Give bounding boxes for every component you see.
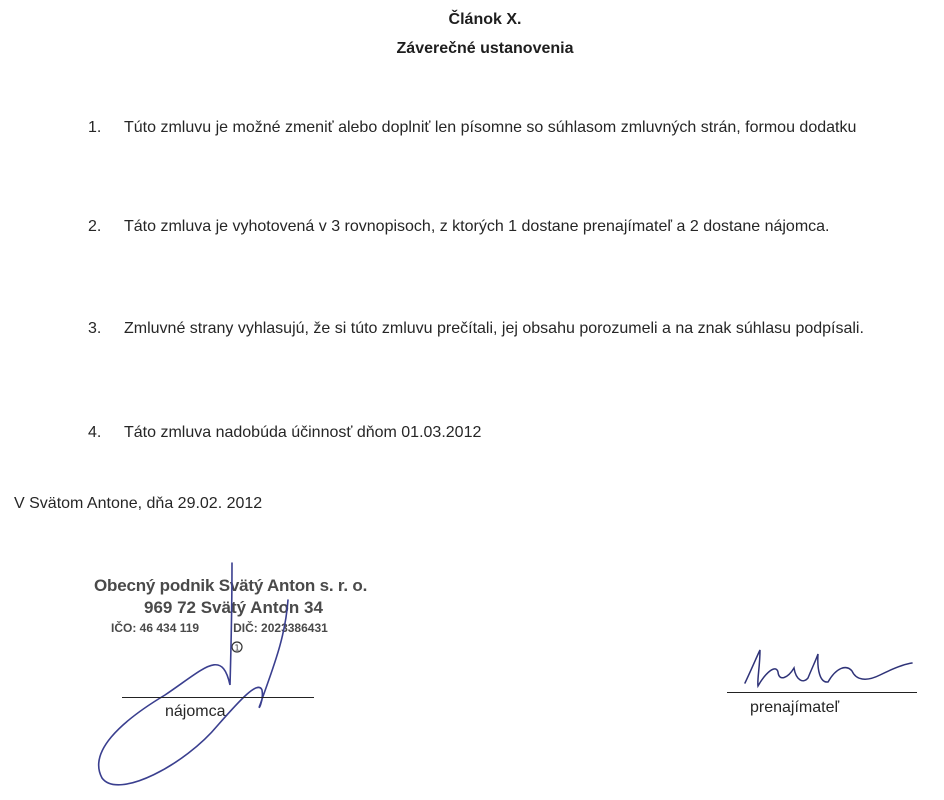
tenant-label: nájomca — [165, 703, 226, 720]
clause-text: Táto zmluva je vyhotovená v 3 rovnopisoch, z ktorých 1 dostane prenajímateľ a 2 dostane nájomca. — [124, 218, 830, 235]
clause-3 — [88, 315, 938, 342]
stamp-mark-icon — [232, 642, 242, 653]
landlord-signature-icon — [745, 650, 912, 686]
clause-number: 1. — [88, 119, 102, 136]
stamp-mark-number: 1 — [234, 643, 240, 653]
landlord-label: prenajímateľ — [750, 699, 840, 716]
company-stamp — [94, 576, 367, 635]
clause-number: 3. — [88, 320, 102, 337]
article-title: Záverečné ustanovenia — [396, 40, 574, 57]
place-and-date: V Svätom Antone, dňa 29.02. 2012 — [14, 495, 263, 512]
stamp-ids — [111, 621, 367, 635]
clause-text: Zmluvné strany vyhlasujú, že si túto zmluvu prečítali, jej obsahu porozumeli a na znak súhlasu podpísali. — [124, 320, 864, 337]
tenant-signature-line — [122, 697, 314, 698]
clause-number: 4. — [88, 424, 102, 441]
landlord-signature-line — [727, 692, 917, 693]
clause-4 — [88, 419, 938, 446]
article-number: Článok X. — [448, 11, 522, 28]
clause-text: Túto zmluvu je možné zmeniť alebo doplniť len písomne so súhlasom zmluvných strán, formou dodatku — [124, 119, 857, 136]
clause-text: Táto zmluva nadobúda účinnosť dňom 01.03.2012 — [124, 424, 482, 441]
clause-2 — [88, 213, 938, 240]
stamp-ico: IČO: 46 434 119 — [111, 621, 200, 635]
stamp-dic: DIČ: 2023386431 — [233, 621, 328, 635]
stamp-address: 969 72 Svätý Anton 34 — [144, 598, 323, 617]
clause-1 — [88, 114, 938, 141]
stamp-company-name: Obecný podnik Svätý Anton s. r. o. — [94, 576, 368, 595]
clause-number: 2. — [88, 218, 102, 235]
